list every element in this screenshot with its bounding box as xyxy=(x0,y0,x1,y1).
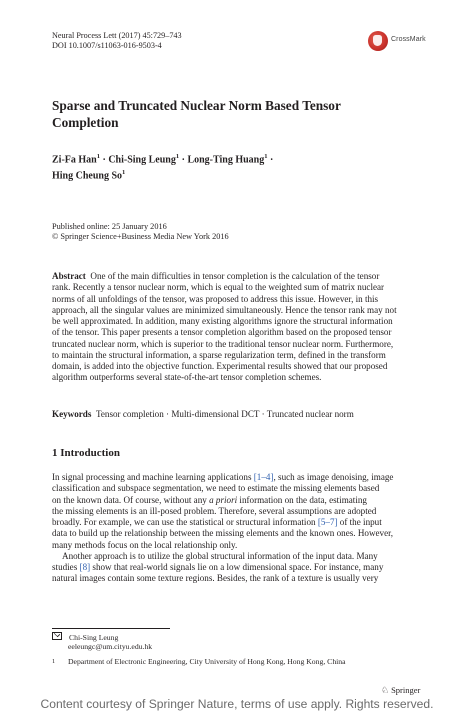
citation-link[interactable]: [5–7] xyxy=(317,517,338,527)
abstract-line: norms of all unfoldings of the tensor, was proposed to address this issue. However, in this xyxy=(52,293,379,304)
copyright: © Springer Science+Business Media New York 2016 xyxy=(52,232,229,242)
affiliation-mark: 1 xyxy=(122,168,126,176)
springer-horse-icon: ♘ xyxy=(381,685,390,695)
affiliation-mark: 1 xyxy=(175,153,180,160)
section-heading: 1 Introduction xyxy=(52,447,120,459)
footnote-rule xyxy=(52,628,170,629)
affiliation-number xyxy=(52,657,55,669)
intro-text: on the known data. Of course, without any xyxy=(52,494,210,505)
paper-title xyxy=(52,97,432,131)
intro-line: classification and subspace segmentation, we need to estimate the missing elements based xyxy=(52,483,380,494)
citation-link[interactable]: [1–4] xyxy=(253,472,274,482)
abstract-line: domain, is added into the objective function. Experimental results showed that our proposed xyxy=(52,361,388,371)
intro-text: show that real-world signals lie on a low dimensional space. For instance, many xyxy=(90,562,384,572)
title-line-2: Completion xyxy=(52,115,119,130)
intro-line: the missing elements is an ill-posed problem. Therefore, several assumptions are adopted xyxy=(52,505,377,516)
author-name: Chi-Sing Leung xyxy=(108,154,176,166)
intro-text: studies xyxy=(52,562,80,572)
affiliation: Department of Electronic Engineering, City University of Hong Kong, Hong Kong, China xyxy=(68,657,346,666)
author-email[interactable]: eeleungc@um.cityu.edu.hk xyxy=(68,642,153,651)
crossmark-icon xyxy=(368,31,388,51)
abstract-line: rank. Recently a tensor nuclear norm, which is equal to the weighted sum of matrix nuclear xyxy=(52,282,385,293)
affiliation-mark: 1 xyxy=(264,153,268,160)
abstract-line: of the tensor. This paper presents a tensor completion algorithm based on the proposed tensor xyxy=(52,327,392,338)
abstract-line: One of the main difficulties in tensor completion is the calculation of the tensor xyxy=(90,271,380,281)
abstract xyxy=(52,271,425,384)
intro-text: information on the data, estimating xyxy=(237,494,367,505)
keywords-text: Tensor completion · Multi-dimensional DCT · Truncated nuclear norm xyxy=(95,409,354,419)
abstract-label: Abstract xyxy=(52,271,86,281)
abstract-line: to maintain the structural information, a sparse regularization term, defined in the transform xyxy=(52,349,386,360)
introduction-body xyxy=(52,472,425,585)
affiliation-mark: 1 xyxy=(96,153,100,160)
crossmark-label: CrossMark xyxy=(391,36,426,43)
intro-line: Another approach is to utilize the global structural information of the input data. Many xyxy=(62,550,378,561)
author-name: Long-Ting Huang xyxy=(187,154,265,166)
title-line-1: Sparse and Truncated Nuclear Norm Based Tensor xyxy=(52,98,341,113)
intro-line: natural images contain some texture regions. Besides, the rank of a texture is usually very xyxy=(52,573,379,584)
author-separator: · xyxy=(181,154,185,166)
envelope-icon xyxy=(52,632,62,640)
publication-info xyxy=(52,222,229,242)
intro-text: , such as image denoising, image xyxy=(273,472,394,482)
author-separator: · xyxy=(102,154,106,166)
corresponding-author xyxy=(52,632,118,643)
keywords-label: Keywords xyxy=(52,409,92,419)
abstract-line: be well approximated. In addition, many existing algorithms ignore the structural information xyxy=(52,316,393,326)
abstract-line: approach, all the singular values are minimized simultaneously. Hence the tensor rank may not xyxy=(52,304,397,315)
journal-citation: Neural Process Lett (2017) 45:729–743 xyxy=(52,31,182,40)
doi: DOI 10.1007/s11063-016-9503-4 xyxy=(52,41,162,50)
published-date: Published online: 25 January 2016 xyxy=(52,222,167,231)
intro-line: many methods focus on the local relationship only. xyxy=(52,539,238,550)
publisher-name: Springer xyxy=(391,685,421,695)
corresponding-name: Chi-Sing Leung xyxy=(69,633,119,642)
intro-italic: a priori xyxy=(209,494,238,505)
author-list xyxy=(52,151,432,183)
author-separator: · xyxy=(270,154,274,166)
author-name: Zi-Fa Han xyxy=(52,154,97,166)
courtesy-notice: Content courtesy of Springer Nature, terms of use apply. Rights reserved. xyxy=(40,697,434,711)
intro-text: of the input xyxy=(337,517,382,527)
abstract-line: algorithm outperforms several state-of-the-art tensor completion schemes. xyxy=(52,372,322,383)
affiliation-sup: 1 xyxy=(52,658,56,665)
intro-line: data to build up the relationship between the missing elements and the known ones. However, xyxy=(52,528,394,539)
intro-text: broadly. For example, we can use the statistical or structural information xyxy=(52,517,318,527)
intro-text: In signal processing and machine learning applications xyxy=(52,472,254,482)
keywords xyxy=(52,409,354,419)
publisher-logo xyxy=(381,685,420,696)
crossmark-badge[interactable] xyxy=(368,31,436,51)
citation-link[interactable]: [8] xyxy=(79,562,91,572)
abstract-line: truncated nuclear norm, which is superior to the traditional tensor nuclear norm. Furthermore, xyxy=(52,338,394,349)
author-name: Hing Cheung So xyxy=(52,170,123,182)
